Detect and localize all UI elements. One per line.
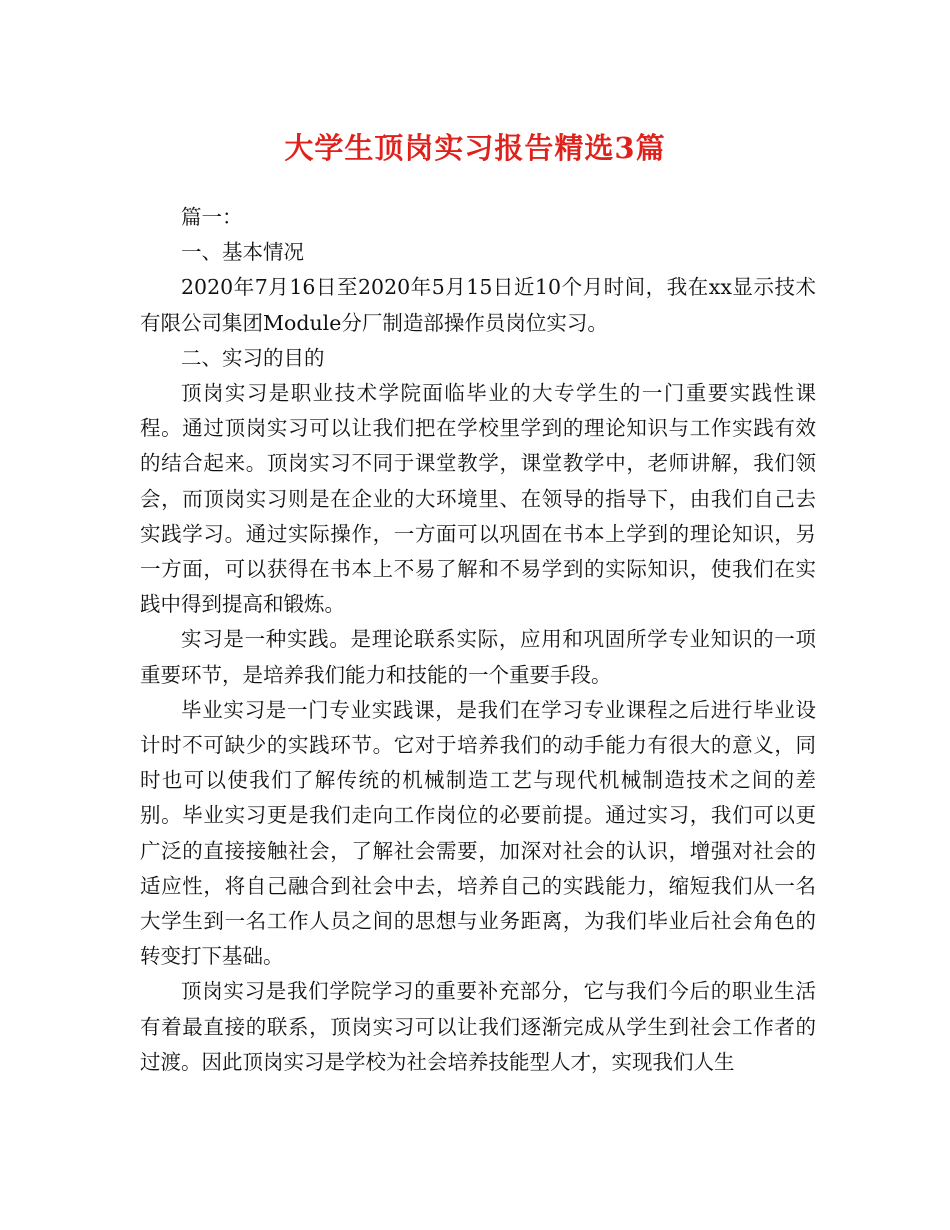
document-title: 大学生顶岗实习报告精选3篇 (284, 131, 666, 165)
section-label-part-one: 篇一： (181, 205, 243, 229)
heading-basic-situation: 一、基本情况 (181, 240, 304, 265)
document-body (140, 200, 816, 1080)
paragraph-internship-period: 2020年7月16日至2020年5月15日近10个月时间，我在xx显示技术有限公司集团Module分厂制造部操作员岗位实习。 (140, 275, 816, 335)
paragraph-graduation-internship: 毕业实习是一门专业实践课，是我们在学习专业课程之后进行毕业设计时不可缺少的实践环节。它对于培养我们的动手能力有很大的意义，同时也可以使我们了解传统的机械制造工艺与现代机械制造技术之间的差别。毕业实习更是我们走向工作岗位的必要前提。通过实习，我们可以更广泛的直接接触社会，了解社会需要，加深对社会的认识，增强对社会的适应性，将自己融合到社会中去，培养自己的实践能力，缩短我们从一名大学生到一名工作人员之间的思想与业务距离，为我们毕业后社会角色的转变打下基础。 (140, 697, 816, 969)
paragraph-practice: 实习是一种实践。是理论联系实际，应用和巩固所学专业知识的一项重要环节，是培养我们能力和技能的一个重要手段。 (140, 627, 816, 687)
paragraph-supplement: 顶岗实习是我们学院学习的重要补充部分，它与我们今后的职业生活有着最直接的联系，顶岗实习可以让我们逐渐完成从学生到社会工作者的过渡。因此顶岗实习是学校为社会培养技能型人才，实现我们人生 (140, 979, 816, 1074)
heading-internship-purpose: 二、实习的目的 (181, 345, 325, 370)
paragraph-purpose-detail: 顶岗实习是职业技术学院面临毕业的大专学生的一门重要实践性课程。通过顶岗实习可以让我们把在学校里学到的理论知识与工作实践有效的结合起来。顶岗实习不同于课堂教学，课堂教学中，老师讲解，我们领会，而顶岗实习则是在企业的大环境里、在领导的指导下，由我们自己去实践学习。通过实际操作，一方面可以巩固在书本上学到的理论知识，另一方面，可以获得在书本上不易了解和不易学到的实际知识，使我们在实践中得到提高和锻炼。 (140, 381, 816, 617)
